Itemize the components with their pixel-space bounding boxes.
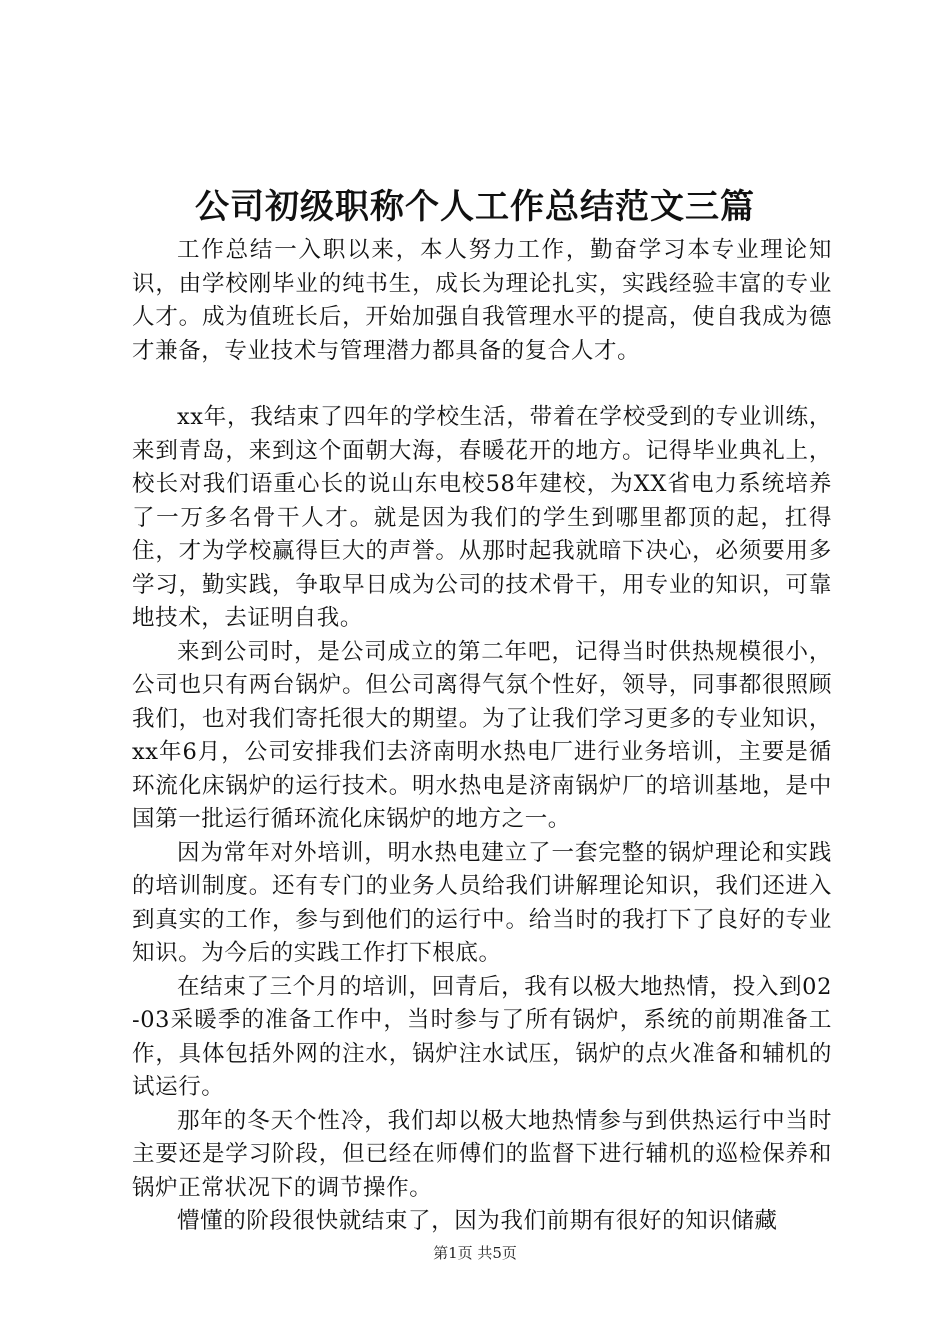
paragraph: 来到公司时，是公司成立的第二年吧，记得当时供热规模很小，公司也只有两台锅炉。但公司离得气氛个性好，领导，同事都很照顾我们，也对我们寄托很大的期望。为了让我们学习更多的专业知识，xx年6月，公司安排我们去济南明水热电厂进行业务培训，主要是循环流化床锅炉的运行技术。明水热电是济南锅炉厂的培训基地，是中国第一批运行循环流化床锅炉的地方之一。: [132, 638, 832, 832]
page-number-footer: 第1页 共5页: [433, 1244, 517, 1262]
paragraph: 懵懂的阶段很快就结束了，因为我们前期有很好的知识储藏: [177, 1208, 778, 1234]
document-title: 公司初级职称个人工作总结范文三篇: [195, 187, 755, 227]
paragraph: 在结束了三个月的培训，回青后，我有以极大地热情，投入到02-03采暖季的准备工作中，当时参与了所有锅炉，系统的前期准备工作，具体包括外网的注水，锅炉注水试压，锅炉的点火准备和辅机的试运行。: [132, 973, 832, 1100]
paragraph: xx年，我结束了四年的学校生活，带着在学校受到的专业训练，来到青岛，来到这个面朝大海，春暖花开的地方。记得毕业典礼上，校长对我们语重心长的说山东电校58年建校，为XX省电力系统培养了一万多名骨干人才。就是因为我们的学生到哪里都顶的起，扛得住，才为学校赢得巨大的声誉。从那时起我就暗下决心，必须要用多学习，勤实践，争取早日成为公司的技术骨干，用专业的知识，可靠地技术，去证明自我。: [132, 404, 832, 631]
paragraph: 工作总结一入职以来，本人努力工作，勤奋学习本专业理论知识，由学校刚毕业的纯书生，成长为理论扎实，实践经验丰富的专业人才。成为值班长后，开始加强自我管理水平的提高，使自我成为德才兼备，专业技术与管理潜力都具备的复合人才。: [132, 237, 832, 364]
paragraph: 那年的冬天个性冷，我们却以极大地热情参与到供热运行中当时主要还是学习阶段，但已经在师傅们的监督下进行辅机的巡检保养和锅炉正常状况下的调节操作。: [132, 1107, 832, 1201]
paragraph: 因为常年对外培训，明水热电建立了一套完整的锅炉理论和实践的培训制度。还有专门的业务人员给我们讲解理论知识，我们还进入到真实的工作，参与到他们的运行中。给当时的我打下了良好的专业知识。为今后的实践工作打下根底。: [132, 839, 832, 966]
document-body: [132, 234, 832, 1239]
